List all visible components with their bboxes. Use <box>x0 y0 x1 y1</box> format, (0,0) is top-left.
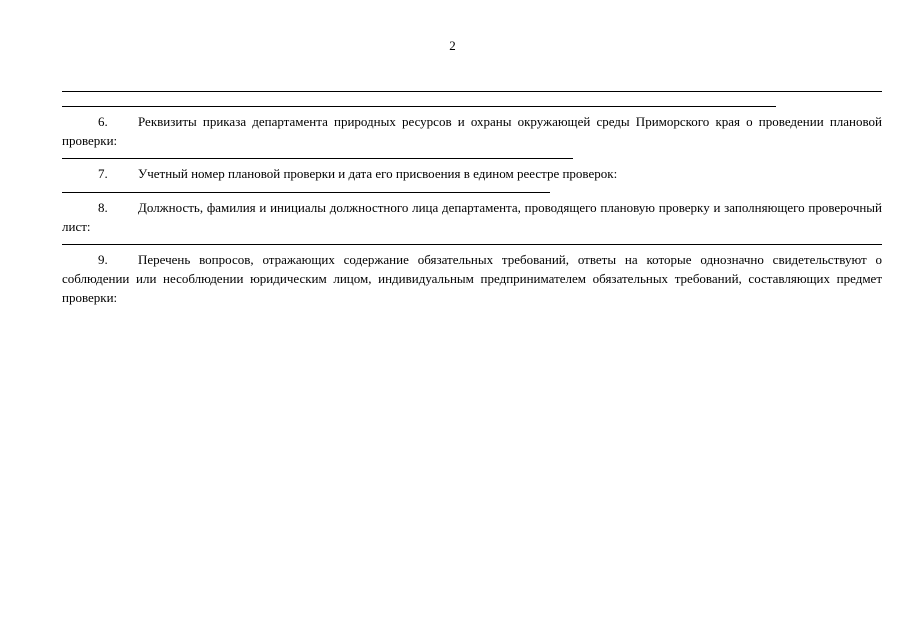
item-8-text: Должность, фамилия и инициалы должностного лица департамента, проводящего плановую проверку и заполняющего проверочный лист: <box>62 200 882 234</box>
fill-line <box>62 158 573 159</box>
item-6-number: 6. <box>98 114 108 129</box>
fill-line <box>62 192 550 193</box>
fill-line <box>62 244 882 245</box>
fill-line <box>62 106 776 107</box>
item-9-number: 9. <box>98 252 108 267</box>
item-7 <box>62 164 882 183</box>
item-7-number: 7. <box>98 166 108 181</box>
item-9 <box>62 250 882 307</box>
item-8-number: 8. <box>98 200 108 215</box>
item-6-text: Реквизиты приказа департамента природных ресурсов и охраны окружающей среды Приморского края о проведении плановой проверки: <box>62 114 882 148</box>
item-6 <box>62 112 882 150</box>
item-8 <box>62 198 882 236</box>
item-7-text: Учетный номер плановой проверки и дата его присвоения в едином реестре проверок: <box>138 166 618 181</box>
page-number: 2 <box>449 38 456 53</box>
fill-line <box>62 91 882 92</box>
item-9-text: Перечень вопросов, отражающих содержание обязательных требований, ответы на которые однозначно свидетельствуют о соблюдении или несоблюдении юридическим лицом, индивидуальным предпринимателем обязательных требований, составляющих предмет проверки: <box>62 252 882 305</box>
